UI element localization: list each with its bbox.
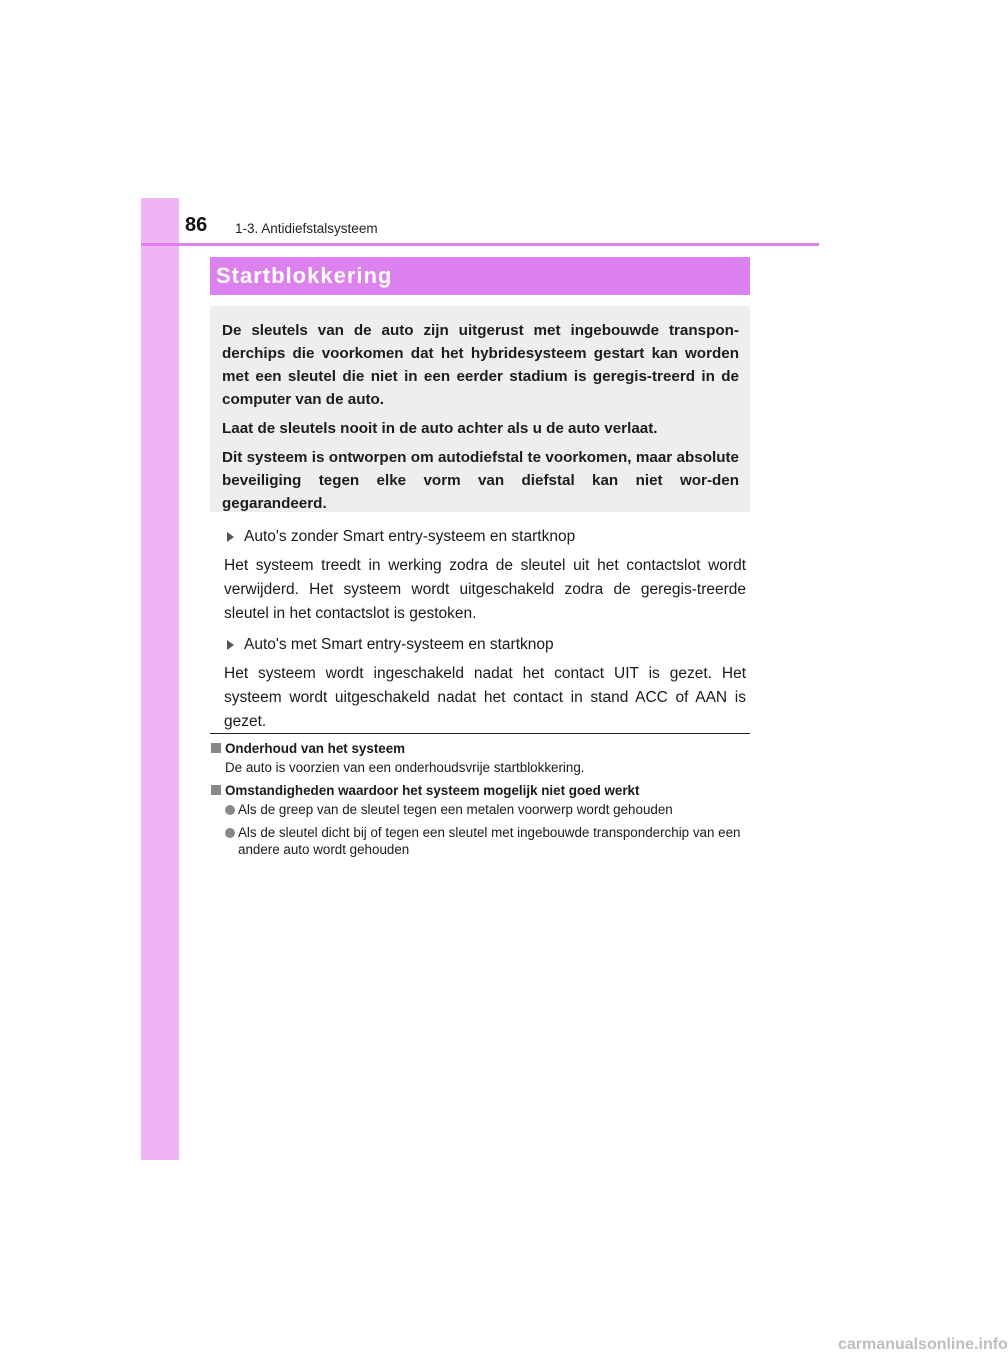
item-heading	[224, 526, 746, 548]
item-text: Het systeem wordt ingeschakeld nadat het contact UIT is gezet. Het systeem wordt uitgeschakeld nadat het contact in stand ACC of AAN is gezet.	[224, 665, 746, 730]
item-heading-label: Auto's met Smart entry-systeem en startknop	[244, 636, 554, 653]
notes	[210, 740, 755, 864]
circle-bullet-icon	[225, 805, 235, 815]
square-bullet-icon	[211, 743, 221, 753]
note-bullet	[210, 801, 755, 818]
title-bar	[210, 257, 750, 295]
note-heading-label: Omstandigheden waardoor het systeem mogelijk niet goed werkt	[225, 783, 640, 798]
note-bullet-text: Als de greep van de sleutel tegen een metalen voorwerp wordt gehouden	[238, 802, 673, 817]
watermark: carmanualsonline.info	[838, 1336, 1008, 1353]
intro-paragraph: Dit systeem is ontworpen om autodiefstal te voorkomen, maar absolute beveiliging tegen elke vorm van diefstal kan niet wor-den gegarandeerd.	[222, 449, 739, 512]
header-rule	[141, 243, 819, 246]
section-title: 1-3. Antidiefstalsysteem	[235, 221, 378, 236]
intro-box	[210, 306, 750, 512]
page-number: 86	[185, 214, 208, 236]
note-bullet	[210, 824, 755, 858]
page-title: Startblokkering	[216, 263, 393, 288]
note-heading	[210, 782, 755, 799]
circle-bullet-icon	[225, 828, 235, 838]
item-heading	[224, 634, 746, 656]
note-text: De auto is voorzien van een onderhoudsvrije startblokkering.	[225, 760, 585, 775]
section-divider	[210, 733, 750, 734]
side-tab	[141, 198, 179, 1160]
main-content	[224, 526, 746, 742]
triangle-right-icon	[227, 532, 234, 542]
item-heading-label: Auto's zonder Smart entry-systeem en startknop	[244, 528, 576, 545]
note-heading	[210, 740, 755, 757]
intro-paragraph: Laat de sleutels nooit in de auto achter als u de auto verlaat.	[222, 420, 658, 437]
note-heading-label: Onderhoud van het systeem	[225, 741, 406, 756]
item-text: Het systeem treedt in werking zodra de sleutel uit het contactslot wordt verwijderd. Het systeem wordt uitgeschakeld zodra de geregis-treerde sleutel in het contactslot is gestoken.	[224, 557, 746, 622]
intro-paragraph: De sleutels van de auto zijn uitgerust met ingebouwde transpon-derchips die voorkomen dat het hybridesysteem gestart kan worden met een sleutel die niet in een eerder stadium is geregis-treerd in de computer van de auto.	[222, 322, 739, 408]
square-bullet-icon	[211, 785, 221, 795]
triangle-right-icon	[227, 640, 234, 650]
note-bullet-text: Als de sleutel dicht bij of tegen een sleutel met ingebouwde transponderchip van een andere auto wordt gehouden	[238, 825, 741, 857]
